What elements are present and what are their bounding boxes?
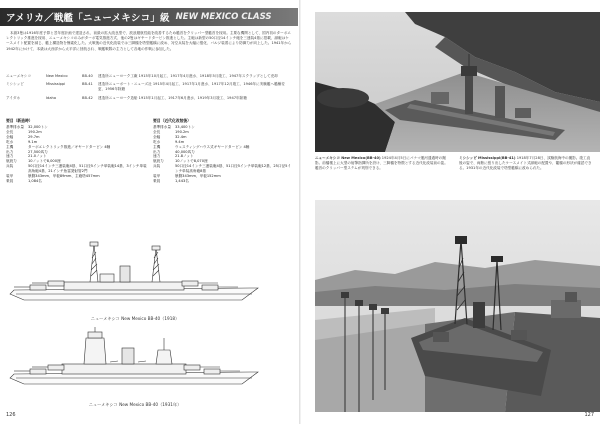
spec-label: 乗員 — [153, 178, 161, 183]
spec-value: 190.2m — [175, 129, 189, 134]
spec-label: 主機 — [6, 144, 14, 149]
ship-name: アイダホ — [6, 95, 21, 100]
spec-value: 1,084名 — [28, 178, 42, 183]
spec-label: 航続力 — [6, 159, 17, 164]
photo-caption-a — [315, 156, 449, 172]
spec-value: 9.4m — [175, 139, 185, 144]
ship-name: ミシシッピ — [6, 82, 24, 87]
page-number-right: 127 — [584, 412, 594, 418]
spec-label: 出力 — [153, 149, 161, 154]
specs-original — [6, 118, 147, 184]
hull-number: BB-42 — [82, 95, 93, 100]
spec-label: 速力 — [153, 154, 161, 159]
spec-row — [6, 179, 147, 184]
hull-number: BB-41 — [82, 82, 93, 87]
spec-value: 50口径14インチ三連装砲4基、51口径5インチ単装砲12基、25口径5インチ単装高角砲8基 — [175, 164, 291, 174]
spec-value: 32,000トン — [28, 125, 48, 129]
spec-label: 吃水 — [153, 139, 161, 144]
spec-value: ウェスティングハウス式ギヤードタービン 4軸 — [175, 144, 250, 149]
spec-value: 21.8ノット — [175, 154, 194, 159]
photo-new-mexico-canal — [315, 12, 600, 152]
photo-caption-b — [459, 156, 593, 172]
ship-history: 建造所ニューヨーク造船 1915年1月起工、1917年6月進水、1919年3月竣工、1947年除籍 — [98, 95, 247, 100]
spec-value: 29.7m — [28, 134, 40, 139]
drawing-caption: ニューメキシコ New Mexico BB-40（1918） — [90, 316, 180, 321]
photo-caption-text: 1924年4月5日にパナマ運河通過時の撮影。前檣楼上に大型の射撃指揮所を設け、三脚檣を特徴とする近代化改装前の姿。艦首のクリッパー型ステムが判別できる。 — [315, 156, 448, 171]
spec-value: 10ノットで8,000浬 — [28, 159, 61, 164]
spec-label: 装甲 — [153, 174, 161, 179]
spec-value: 40,000馬力 — [175, 149, 195, 154]
spec-label: 基準排水量 — [153, 125, 171, 129]
spec-label: 出力 — [6, 149, 14, 154]
ship-profile-drawing-1918 — [6, 236, 264, 322]
spec-value: 舷側343mm、甲板89mm、主砲塔457mm — [28, 174, 100, 179]
spec-value: 舷側343mm、甲板152mm — [175, 174, 221, 179]
photo-mississippi-locks — [315, 200, 600, 412]
hull-number: BB-40 — [82, 74, 93, 78]
specs-heading: 要目（新造時） — [6, 118, 33, 123]
spec-label: 全長 — [6, 129, 14, 134]
spec-label: 装甲 — [6, 174, 14, 179]
page-number-left: 126 — [6, 412, 16, 418]
spec-value: 10ノットで8,070浬 — [175, 159, 208, 164]
spec-label: 吃水 — [6, 139, 14, 144]
ship-row — [6, 74, 292, 79]
intro-text — [6, 31, 292, 52]
photo-caption-title: ニューメキシコ New Mexico(BB-40) — [315, 156, 381, 160]
photo-caption-title: ミシシッピ Mississippi(BB-41) — [459, 156, 516, 160]
spec-label: 航続力 — [153, 159, 164, 164]
intro-paragraph: 本級3隻は1916年度予算と翌年度計画で建造され、前級の拡大改良型で、波浪避航性能を改善するため艦首をクリッパー型艦首を採用。主要な機関として、国内初のターボエレクトリック推進を採用、ニューメキシコのみがターボ電気推進方式、他の2隻はギヤードタービン推進とした。主砲は新型の50口径14インチ砲を三連装4基に搭載、副砲はケースメイト配置を減じ、艦上構造物を簡素化した。大戦後の近代化改装では三脚檣を塔型艦橋に改め、対空兵装を大幅に強化、バルジ装着により防御力が向上した。1941年から1942年にかけて、本級は大西洋から太平洋に回航され、戦艦戦隊の主力として各地の作戦に参加した。 — [6, 31, 292, 51]
ship-profile-drawing-1931 — [6, 326, 264, 408]
drawing-caption: ニューメキシコ New Mexico BB-40（1931年） — [88, 402, 182, 407]
spec-value: 21.0ノット — [28, 154, 47, 159]
ship-row — [6, 82, 292, 92]
spec-label: 兵装 — [153, 164, 161, 169]
spec-value: 50口径14インチ三連装砲4基、51口径5インチ単装砲14基、3インチ単装高角砲4基、21インチ魚雷発射管2門 — [28, 164, 147, 174]
ship-name-english: New Mexico — [46, 74, 68, 78]
spec-value: 9.1m — [28, 139, 38, 144]
specs-heading: 要目（近代化改装後） — [153, 118, 191, 123]
spec-label: 兵装 — [6, 164, 14, 169]
page-title-english: NEW MEXICO CLASS — [175, 12, 272, 22]
spec-value: 32.4m — [175, 134, 187, 139]
spec-value: ターボエレクトリック推進／ギヤードタービン 4軸 — [28, 144, 111, 149]
ship-list — [6, 74, 292, 104]
spec-label: 速力 — [6, 154, 14, 159]
spec-label: 乗員 — [6, 178, 14, 183]
ship-history: 建造所ニューヨーク工廠 1915年10月起工、1917年4月進水、1918年5月竣工、1947年スクラップとして売却 — [98, 74, 278, 78]
specs-modernized — [153, 118, 294, 184]
photo-caption-text: 1918年7月28日、試験航海中の撮影。竣工直後の姿で、両舷に張り出したケースメイト式副砲の配置や、籠檣の形状が確認できる。1931年の近代化改装で塔型艦橋に改められた。 — [459, 156, 592, 171]
page-title: アメリカ／戦艦「ニューメキシコ」級 — [6, 13, 170, 24]
photo-svg — [315, 12, 600, 152]
spec-label: 全幅 — [153, 134, 161, 139]
ship-name: ニューメキシコ — [6, 74, 31, 78]
photo-svg — [315, 200, 600, 412]
spec-label: 基準排水量 — [6, 125, 24, 129]
spec-label: 全長 — [153, 129, 161, 134]
spec-row — [153, 179, 294, 184]
spec-value: 33,400トン — [175, 125, 195, 129]
spec-row — [153, 164, 294, 174]
spec-value: 27,500馬力 — [28, 149, 48, 154]
spec-label: 主機 — [153, 144, 161, 149]
spec-value: 190.2m — [28, 129, 42, 134]
spec-value: 1,443名 — [175, 178, 189, 183]
ship-profile-svg — [6, 326, 264, 398]
ship-profile-svg — [6, 236, 264, 312]
title-bar — [0, 8, 298, 26]
right-page — [301, 0, 600, 424]
spec-row — [6, 164, 147, 174]
ship-name-english: Idaho — [46, 95, 57, 100]
ship-name-english: Mississippi — [46, 82, 66, 87]
ship-row — [6, 96, 292, 101]
specs-table — [6, 118, 294, 184]
ship-history: 建造所ニューポート・ニューズ社 1915年4月起工、1917年1月進水、1917年12月竣工、1946年に実験艦へ艦種変更、1956年除籍 — [98, 82, 285, 92]
spec-label: 全幅 — [6, 134, 14, 139]
